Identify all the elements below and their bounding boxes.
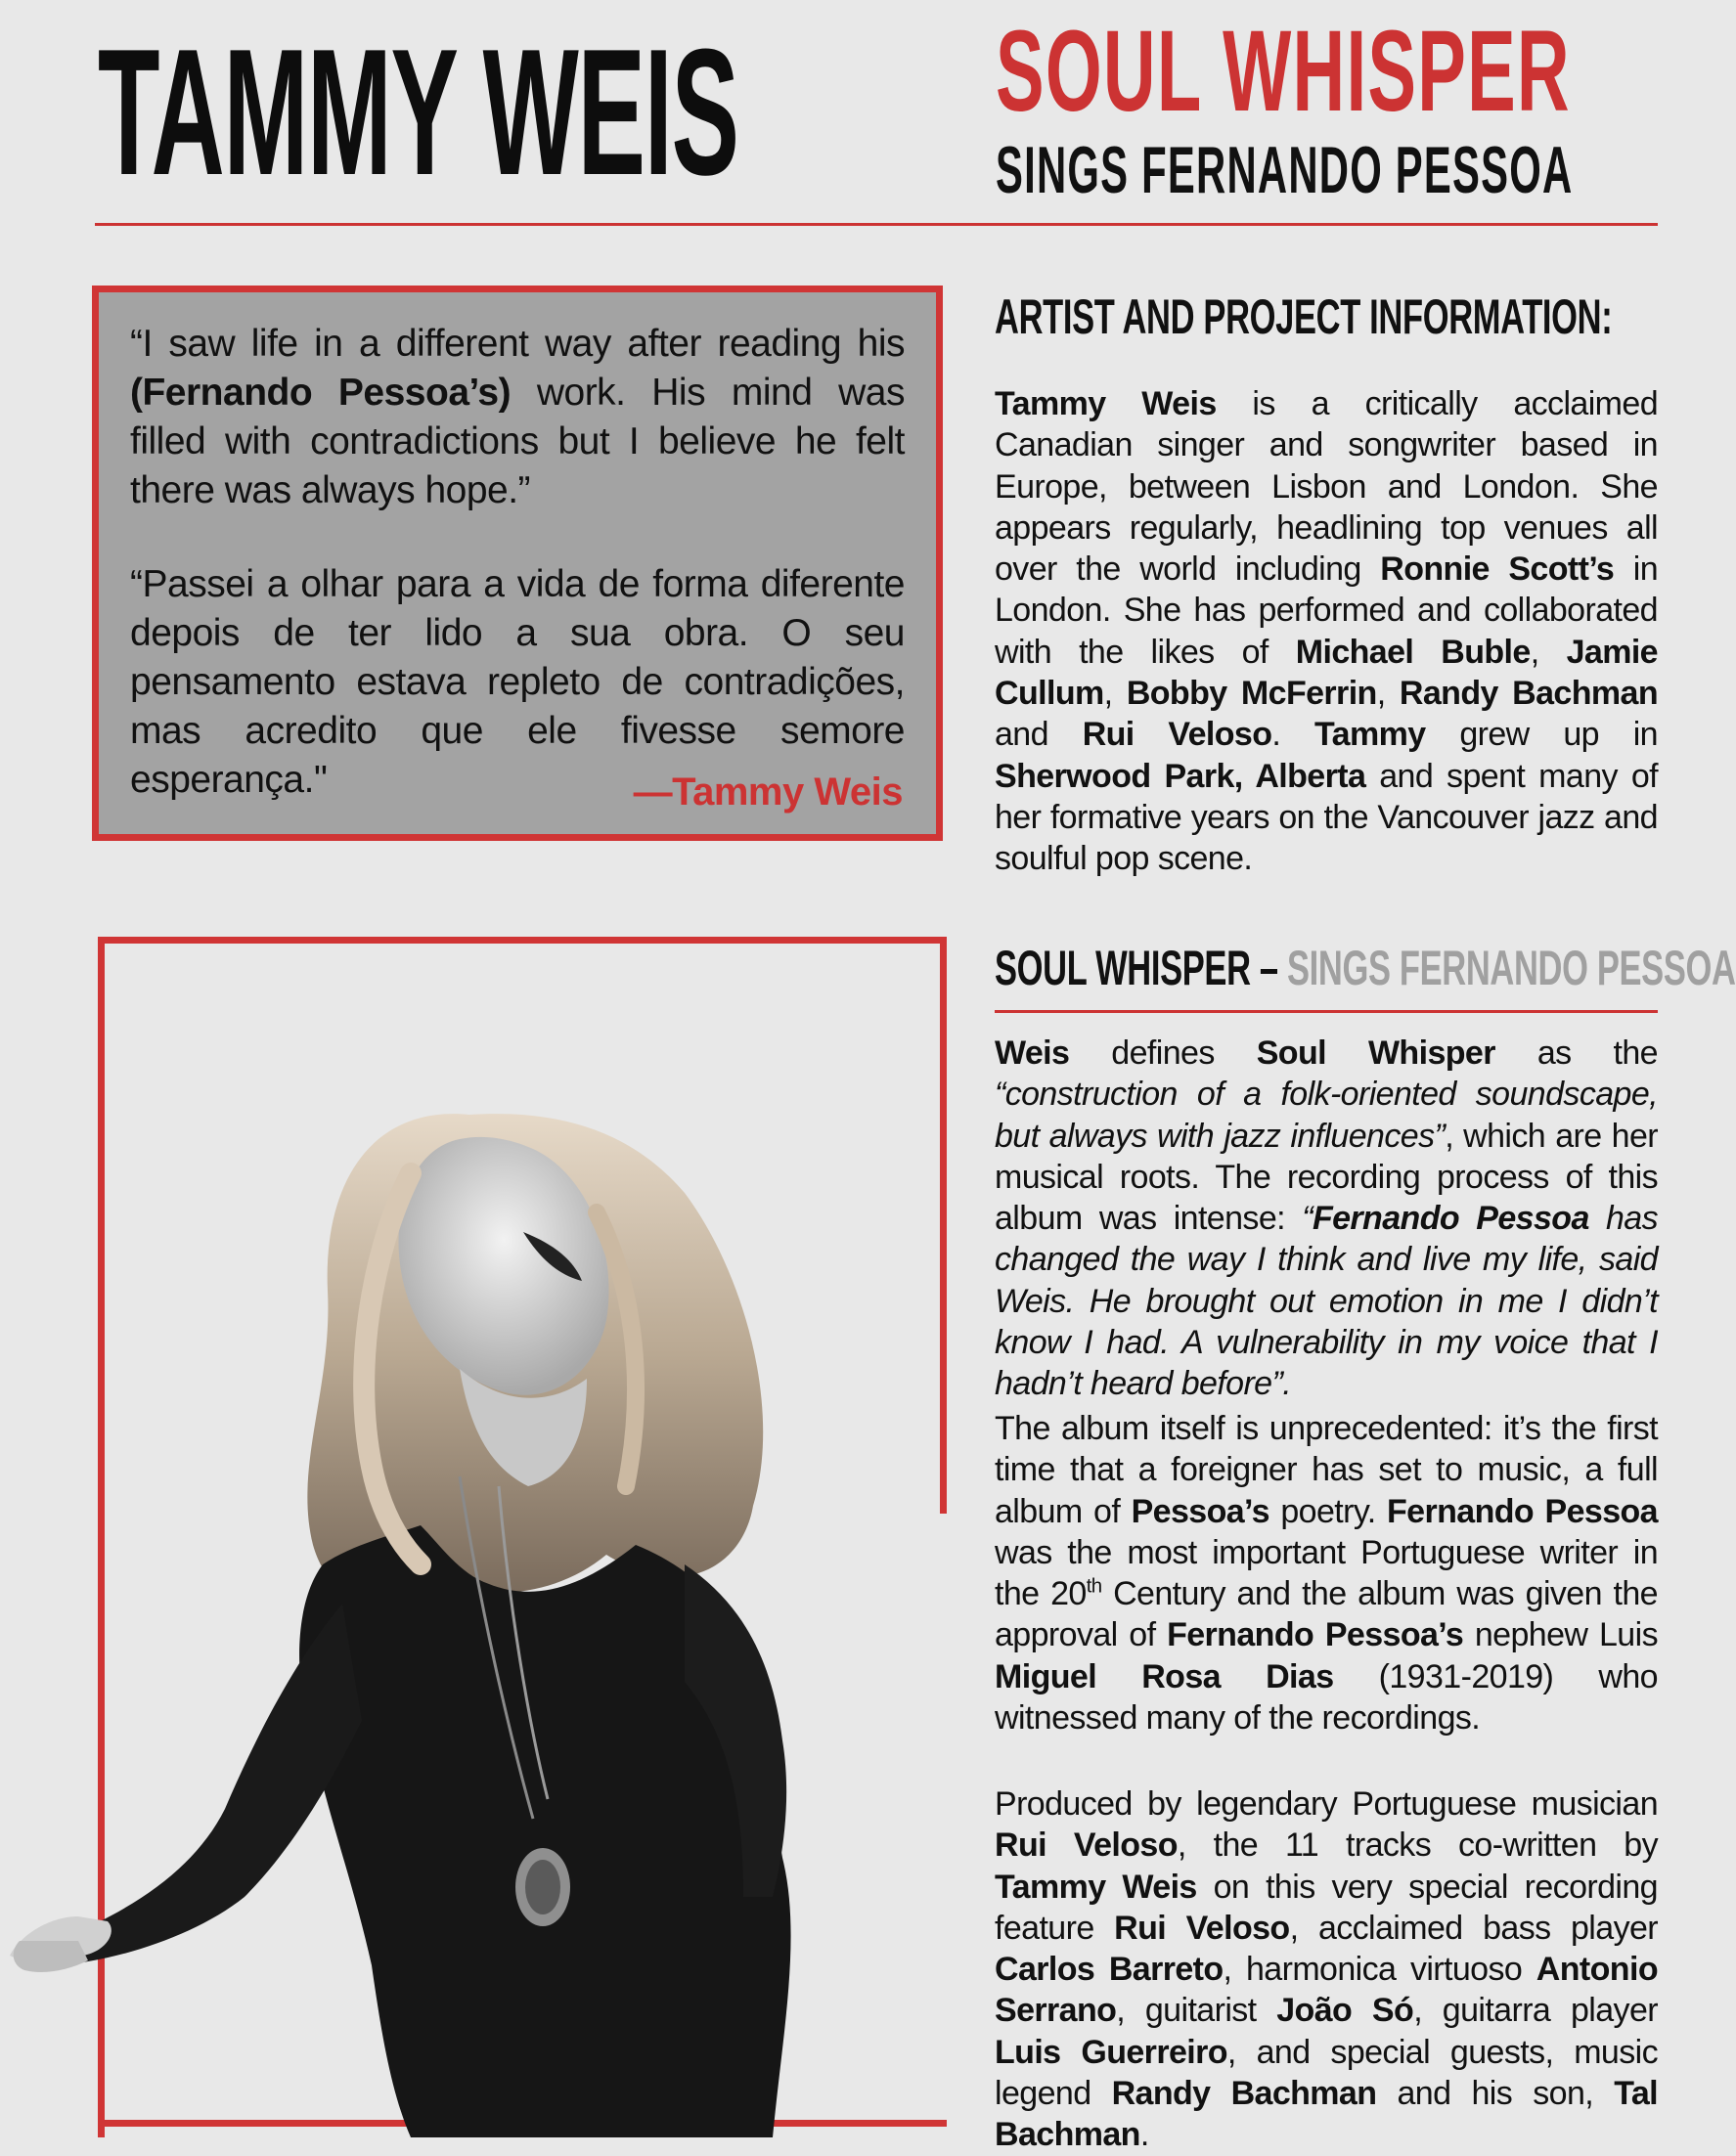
quote-portuguese: “Passei a olhar para a vida de forma diferente depois de ter lido a sua obra. O seu pensamento estava repleto de contradições, mas acredito que ele fivesse semore esperança." — [130, 563, 905, 801]
album-section-divider — [995, 1010, 1658, 1013]
album-paragraph-3-text: Produced by legendary Portuguese musician Rui Veloso, the 11 tracks co-written by Tammy Weis on this very special recording feature Rui Veloso, acclaimed bass player Carlos Barreto, harmonica virtuoso Antonio Serrano, guitarist João Só, guitarra player Luis Guerreiro, and special guests, music legend Randy Bachman and his son, Tal Bachman. — [995, 1785, 1658, 2154]
album-section-heading — [995, 941, 1736, 995]
album-paragraph-3 — [995, 1783, 1658, 2156]
album-paragraph-1 — [995, 1033, 1658, 1405]
artist-info-heading: ARTIST AND PROJECT INFORMATION: — [995, 289, 1613, 344]
artist-name-title: TAMMY WEIS — [98, 11, 738, 212]
album-heading-main: SOUL WHISPER – — [995, 941, 1278, 995]
album-paragraph-1-text: Weis defines Soul Whisper as the “construction of a folk-oriented soundscape, but always with jazz influences”, which are her musical roots. The recording process of this album was intense: “Fernando Pessoa has changed the way I think and live my life, said Weis. He brought out emotion in me I didn’t know I had. A vulnerability in my voice that I hadn’t heard before”. — [995, 1034, 1658, 1403]
album-paragraph-2 — [995, 1408, 1658, 1738]
artist-bio — [995, 383, 1658, 880]
header-divider — [95, 223, 1658, 226]
album-title: SOUL WHISPER — [996, 7, 1571, 136]
artist-bio-text: Tammy Weis is a critically acclaimed Canadian singer and songwriter based in Europe, between Lisbon and London. She appears regularly, headlining top venues all over the world including Ronnie Scott’s in London. She has performed and collaborated with the likes of Michael Buble, Jamie Cullum, Bobby McFerrin, Randy Bachman and Rui Veloso. Tammy grew up in Sherwood Park, Alberta and spent many of her formative years on the Vancouver jazz and soulful pop scene. — [995, 385, 1659, 878]
album-heading-sub: SINGS FERNANDO PESSOA — [1287, 941, 1736, 995]
artist-portrait-photo — [0, 1056, 978, 2137]
album-subtitle: SINGS FERNANDO PESSOA — [996, 133, 1574, 207]
quote-english-text: “I saw life in a different way after reading his (Fernando Pessoa’s) work. His mind was filled with contradictions but I believe he felt there was always hope.” — [130, 323, 905, 511]
quote-box — [92, 286, 943, 841]
photo-frame-top — [98, 937, 947, 944]
album-paragraph-2-text: The album itself is unprecedented: it’s the first time that a foreigner has set to music, a full album of Pessoa’s poetry. Fernando Pessoa was the most important Portuguese writer in the 20th Century and the album was given the approval of Fernando Pessoa’s nephew Luis Miguel Rosa Dias (1931-2019) who witnessed many of the recordings. — [995, 1410, 1658, 1738]
quote-attribution: —Tammy Weis — [633, 770, 903, 814]
